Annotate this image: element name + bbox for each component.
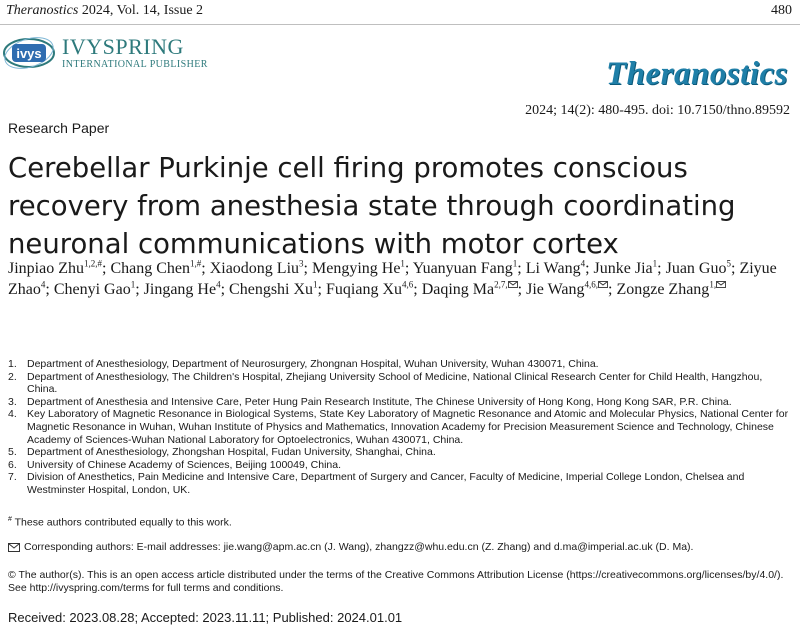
equal-text: These authors contributed equally to this work. — [14, 516, 232, 529]
article-type: Research Paper — [8, 120, 110, 136]
affiliation-text: Department of Anesthesiology, The Children's Hospital, Zhejiang University School of Medicine, National Clinical Research Center for Child Health, Hangzhou, China. — [27, 370, 763, 396]
affiliation-text: Department of Anesthesiology, Department of Neurosurgery, Zhongnan Hospital, Wuhan University, Wuhan 430071, China. — [27, 358, 599, 370]
author-name — [229, 281, 318, 298]
citation: 2024; 14(2): 480-495. doi: 10.7150/thno.89592 — [525, 103, 790, 118]
volume-info: 2024, Vol. 14, Issue 2 — [81, 3, 204, 18]
affiliation-text: Division of Anesthetics, Pain Medicine and Intensive Care, Department of Surgery and Cancer, Faculty of Medicine, Imperial College London, Chelsea and Westminster Hospital, London, UK. — [27, 471, 745, 496]
affiliation-item — [8, 371, 792, 396]
author-text: Ziyue Zhao — [8, 260, 777, 298]
article-dates: Received: 2023.08.28; Accepted: 2023.11.11; Published: 2024.01.01 — [8, 610, 403, 625]
author-text: Chenyi Gao — [53, 281, 131, 298]
journal-logo[interactable]: Theranostics — [605, 56, 788, 92]
mail-icon — [8, 543, 20, 552]
author-name — [110, 260, 201, 277]
author-affil-sup: 1 — [130, 279, 136, 290]
mail-icon[interactable] — [716, 280, 726, 290]
svg-text:ivys: ivys — [16, 46, 42, 61]
author-name — [8, 260, 102, 277]
author-affil-sup: 1, — [709, 279, 717, 290]
license-text: © The author(s). This is an open access article distributed under the terms of the Creative Commons Attribution License (https://creativecommons.org/licenses/by/4.0/). See http://ivyspring.com/terms for full terms and conditions. — [8, 569, 784, 594]
author-text: Xiaodong Liu — [209, 260, 300, 277]
affiliation-text: Key Laboratory of Magnetic Resonance in Biological Systems, State Key Laboratory of Magnetic Resonance and Atomic and Molecular Physics, National Center for Magnetic Resonance in Wuhan, Wuhan Institute of Physics and Mathematics, Innovation Academy for Precision Measurement Science and Technology, Chinese Academy of Sciences-Wuhan National Laboratory for Optoelectronics, Wuhan 430071, China. — [27, 408, 789, 446]
affiliation-text: Department of Anesthesia and Intensive Care, Peter Hung Pain Research Institute, The Chinese University of Hong Kong, Hong Kong SAR, P.R. China. — [27, 395, 732, 408]
author-affil-sup: 3 — [299, 258, 304, 269]
corresponding-text: Corresponding authors: E-mail addresses: jie.wang@apm.ac.cn (J. Wang), zhangzz@whu.edu.cn (Z. Zhang) and d.ma@imperial.ac.uk (D. Ma). — [24, 541, 694, 553]
author-name — [526, 260, 585, 277]
affiliation-list — [8, 358, 792, 497]
author-text: Daqing Ma — [421, 281, 495, 298]
article-title: Cerebellar Purkinje cell firing promotes conscious recovery from anesthesia state through coordinating neuronal communications with motor cortex — [8, 152, 736, 260]
author-affil-sup: 4,6, — [584, 279, 598, 290]
publisher-logo[interactable] — [2, 33, 208, 73]
journal-name: Theranostics — [6, 3, 79, 18]
author-affil-sup: 4 — [580, 258, 586, 269]
author-text: Jinpiao Zhu — [8, 260, 84, 277]
author-text: Jie Wang — [526, 281, 585, 298]
author-name — [526, 281, 608, 298]
equal-mark: # — [8, 516, 12, 523]
author-affil-sup: 1 — [313, 279, 318, 290]
author-affil-sup: 4 — [216, 279, 221, 290]
page-number: 480 — [771, 3, 792, 18]
author-affil-sup: 4 — [40, 279, 46, 290]
affiliation-item — [8, 408, 792, 446]
author-name — [326, 281, 413, 298]
author-name — [312, 260, 405, 277]
author-text: Yuanyuan Fang — [412, 260, 513, 277]
running-header — [6, 3, 203, 19]
publisher-subtitle: INTERNATIONAL PUBLISHER — [62, 59, 208, 70]
author-text: Juan Guo — [665, 260, 727, 277]
author-affil-sup: 1,# — [190, 258, 202, 269]
author-text: Li Wang — [525, 260, 581, 277]
affiliation-item — [8, 446, 792, 459]
affiliation-number: 2. — [8, 370, 17, 383]
author-affil-sup: 1 — [652, 258, 658, 269]
author-text: Mengying He — [311, 260, 401, 277]
author-name — [594, 260, 658, 277]
affiliation-item — [8, 471, 792, 496]
author-name — [413, 260, 517, 277]
author-text: Chengshi Xu — [229, 281, 314, 298]
mail-icon[interactable] — [508, 280, 518, 290]
header-divider — [0, 24, 800, 25]
affiliation-text: Department of Anesthesiology, Zhongshan Hospital, Fudan University, Shanghai, China. — [27, 446, 436, 459]
author-text: Junke Jia — [593, 260, 653, 277]
author-affil-sup: 4,6 — [402, 279, 414, 290]
affiliation-text: University of Chinese Academy of Sciences, Beijing 100049, China. — [27, 458, 342, 471]
affiliation-item — [8, 459, 792, 472]
author-text: Chang Chen — [110, 260, 190, 277]
corresponding-note — [8, 541, 693, 553]
author-list: Jinpiao Zhu$^{1,2,\#}$; Chang Chen$^{1,\#}$; Xiaodong Liu$^3$; Mengying He$^1$; Yuanyuan Fang$^1$; Li Wang$^4$; Junke Jia$^1$; Juan Guo$^5$; Ziyue Zhao$^4$; Chenyi Gao$^1$; Jingang He$^4$; Chengshi Xu$^1$; Fuqiang Xu$^{4,6}$; Daqing $Ma^{2,7,}$ ; Jie Wang$^{4,6,}$ ; Zongze Zhang$^{1,}$ — [8, 258, 777, 298]
affiliation-number: 7. — [8, 471, 17, 484]
affiliation-number: 4. — [8, 408, 17, 421]
affiliation-item — [8, 358, 792, 371]
affiliation-number: 3. — [8, 395, 17, 408]
author-affil-sup: 2,7, — [494, 279, 508, 290]
mail-icon[interactable] — [598, 280, 608, 290]
author-affil-sup: 1,2,# — [84, 258, 102, 269]
author-affil-sup: 1 — [512, 258, 518, 269]
author-name — [666, 260, 731, 277]
affiliation-item — [8, 396, 792, 409]
author-affil-sup: 5 — [726, 258, 731, 269]
author-text: Jingang He — [143, 281, 217, 298]
author-name — [54, 281, 135, 298]
affiliation-number: 5. — [8, 446, 17, 459]
affiliation-number: 6. — [8, 458, 17, 471]
author-affil-sup: 1 — [400, 258, 405, 269]
ivy-logo-icon — [2, 33, 56, 73]
author-name — [616, 281, 726, 298]
author-name — [422, 281, 518, 298]
equal-contribution-note — [8, 516, 232, 529]
author-name — [144, 281, 221, 298]
affiliation-number: 1. — [8, 358, 17, 370]
author-text: Fuqiang Xu — [326, 281, 402, 298]
author-name — [210, 260, 304, 277]
author-text: Zongze Zhang — [616, 281, 710, 298]
publisher-name: IVYSPRING — [62, 34, 184, 59]
